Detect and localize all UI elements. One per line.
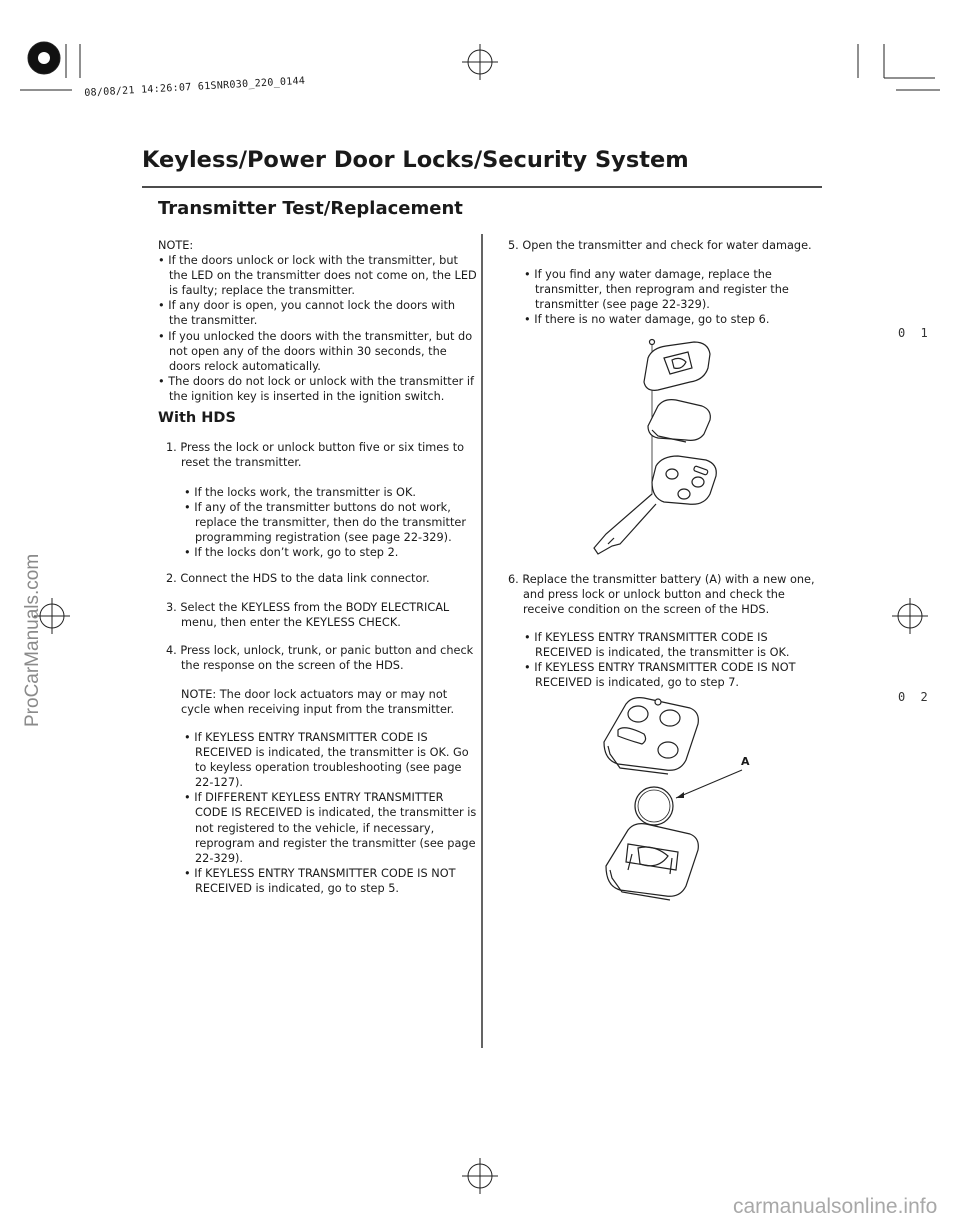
note-item: • If the doors unlock or lock with the transmitter, but the LED on the transmitter does not come on, the LED is faulty; replace the transmitter. (158, 254, 477, 298)
step-1: 1. Press the lock or unlock button five or six times to reset the transmitter. (166, 441, 465, 470)
page-title: Keyless/Power Door Locks/Security System (142, 147, 689, 173)
step-1-bullets: • If the locks work, the transmitter is OK. • If any of the transmitter buttons do not work, replace the transmitter, then do the transmitter programming registration (see page 22-329). • If the locks don’t work, go to step 2. (184, 486, 467, 560)
print-stamp: 08/08/21 14:26:07 61SNR030_220_0144 (84, 75, 306, 99)
margin-mark: 0 2 (898, 690, 932, 704)
step-4: 4. Press lock, unlock, trunk, or panic button and check the response on the screen of the HDS. (166, 644, 474, 673)
callout-a-label: A (741, 755, 750, 768)
step-5: 5. Open the transmitter and check for water damage. (508, 239, 812, 252)
transmitter-disassembly-illustration (586, 334, 726, 556)
note-item: • The doors do not lock or unlock with the transmitter if the ignition key is inserted in the ignition switch. (158, 374, 475, 403)
step-3: 3. Select the KEYLESS from the BODY ELECTRICAL menu, then enter the KEYLESS CHECK. (166, 601, 450, 630)
note-block: NOTE: • If the doors unlock or lock with the transmitter, but the LED on the transmitter does not come on, the LED is faulty; replace the transmitter. • If any door is open, you cannot lock the doors with the transmitter. • If you unlocked the doors with the transmitter, but do not open any of the doors within 30 seconds, the doors relock automatically. • The doors do not lock or unlock with the transmitter if the ignition key is inserted in the ignition switch. (158, 239, 477, 403)
note-item: • If you unlocked the doors with the transmitter, but do not open any of the doors within 30 seconds, the doors relock automatically. (158, 329, 473, 373)
step-4-note: NOTE: The door lock actuators may or may not cycle when receiving input from the transmitter. (181, 688, 455, 717)
step-5-bullets: • If you find any water damage, replace the transmitter, then reprogram and register the transmitter (see page 22-329). • If there is no water damage, go to step 6. (524, 268, 789, 327)
section-title: Transmitter Test/Replacement (158, 198, 463, 219)
footer-watermark: carmanualsonline.info (733, 1195, 938, 1218)
step-6: 6. Replace the transmitter battery (A) with a new one, and press lock or unlock button and check the receive condition on the screen of the HDS. (508, 573, 815, 617)
note-item: • If any door is open, you cannot lock the doors with the transmitter. (158, 299, 456, 328)
step-4-bullets: • If KEYLESS ENTRY TRANSMITTER CODE IS RECEIVED is indicated, the transmitter is OK. Go to keyless operation troubleshooting (see page 22-127). • If DIFFERENT KEYLESS ENTRY TRANSMITTER CODE IS RECEIVED is indicated, the transmitter is not registered to the vehicle, if necessary, reprogram and register the transmitter (see page 22-329). • If KEYLESS ENTRY TRANSMITTER CODE IS NOT RECEIVED is indicated, go to step 5. (184, 731, 477, 895)
step-2: 2. Connect the HDS to the data link connector. (166, 572, 430, 585)
step-6-bullets: • If KEYLESS ENTRY TRANSMITTER CODE IS RECEIVED is indicated, the transmitter is OK. • If KEYLESS ENTRY TRANSMITTER CODE IS NOT RECEIVED is indicated, go to step 7. (524, 631, 796, 690)
side-watermark: ProCarManuals.com (22, 553, 43, 727)
margin-mark: 0 1 (898, 326, 932, 340)
with-hds-heading: With HDS (158, 410, 236, 426)
battery-replacement-illustration (598, 694, 748, 912)
